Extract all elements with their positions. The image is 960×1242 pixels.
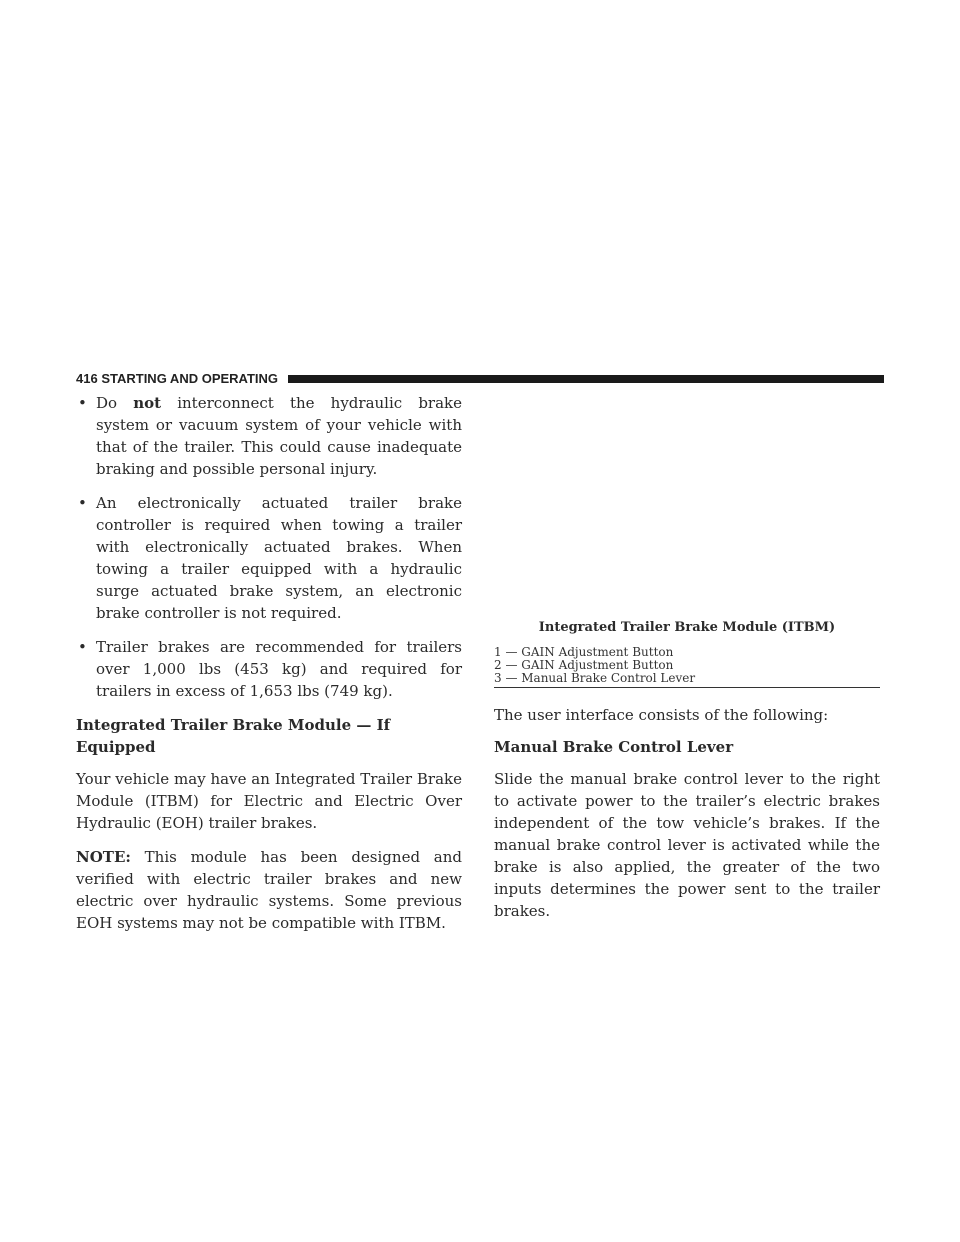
subsection-heading: Manual Brake Control Lever bbox=[494, 738, 734, 756]
header-rule bbox=[288, 375, 884, 383]
bullet-text: interconnect the hydraulic brake system or vacuum system of your vehicle with that of the trailer. This could cause inadequate braking and possible personal injury. bbox=[96, 394, 463, 478]
bullet-mark: • bbox=[78, 494, 87, 512]
left-column bbox=[76, 392, 462, 946]
page-number: 416 bbox=[76, 371, 98, 386]
section-title: STARTING AND OPERATING bbox=[101, 371, 279, 386]
figure-caption: Integrated Trailer Brake Module (ITBM) bbox=[538, 620, 836, 635]
bullet-mark: • bbox=[78, 394, 87, 412]
bullet-mark: • bbox=[78, 638, 87, 656]
section-heading: Integrated Trailer Brake Module — If Equipped bbox=[76, 716, 391, 756]
intro-paragraph: The user interface consists of the following: bbox=[494, 706, 829, 724]
legend-rule bbox=[494, 687, 880, 688]
legend-item: 1 — GAIN Adjustment Button bbox=[494, 645, 674, 659]
page-header bbox=[76, 371, 884, 387]
page-header-text bbox=[76, 371, 278, 387]
right-column bbox=[494, 620, 880, 932]
note-text: This module has been designed and verified with electric trailer brakes and new electric over hydraulic systems. Some previous EOH systems may not be compatible with ITBM. bbox=[76, 848, 462, 932]
note-paragraph bbox=[76, 846, 462, 934]
bullet-item bbox=[76, 636, 462, 702]
legend-item: 3 — Manual Brake Control Lever bbox=[494, 671, 696, 685]
bullet-item bbox=[76, 492, 462, 624]
itbm-paragraph: Your vehicle may have an Integrated Trailer Brake Module (ITBM) for Electric and Electric Over Hydraulic (EOH) trailer brakes. bbox=[76, 770, 462, 832]
note-label: NOTE: bbox=[76, 848, 131, 866]
bullet-text: An electronically actuated trailer brake controller is required when towing a trailer with electronically actuated brakes. When towing a trailer equipped with a hydraulic surge actuated brake system, an electronic brake controller is not required. bbox=[96, 494, 462, 622]
bullet-item bbox=[76, 392, 462, 480]
legend-item: 2 — GAIN Adjustment Button bbox=[494, 658, 674, 672]
bullet-text: Trailer brakes are recommended for trailers over 1,000 lbs (453 kg) and required for trailers in excess of 1,653 lbs (749 kg). bbox=[96, 638, 462, 700]
lever-paragraph: Slide the manual brake control lever to the right to activate power to the trailer’s electric brakes independent of the tow vehicle’s brakes. If the manual brake control lever is activated while the brake is also applied, the greater of the two inputs determines the power sent to the trailer brakes. bbox=[494, 770, 880, 920]
bullet-emphasis: not bbox=[133, 394, 162, 412]
bullet-lead: Do bbox=[96, 394, 134, 412]
